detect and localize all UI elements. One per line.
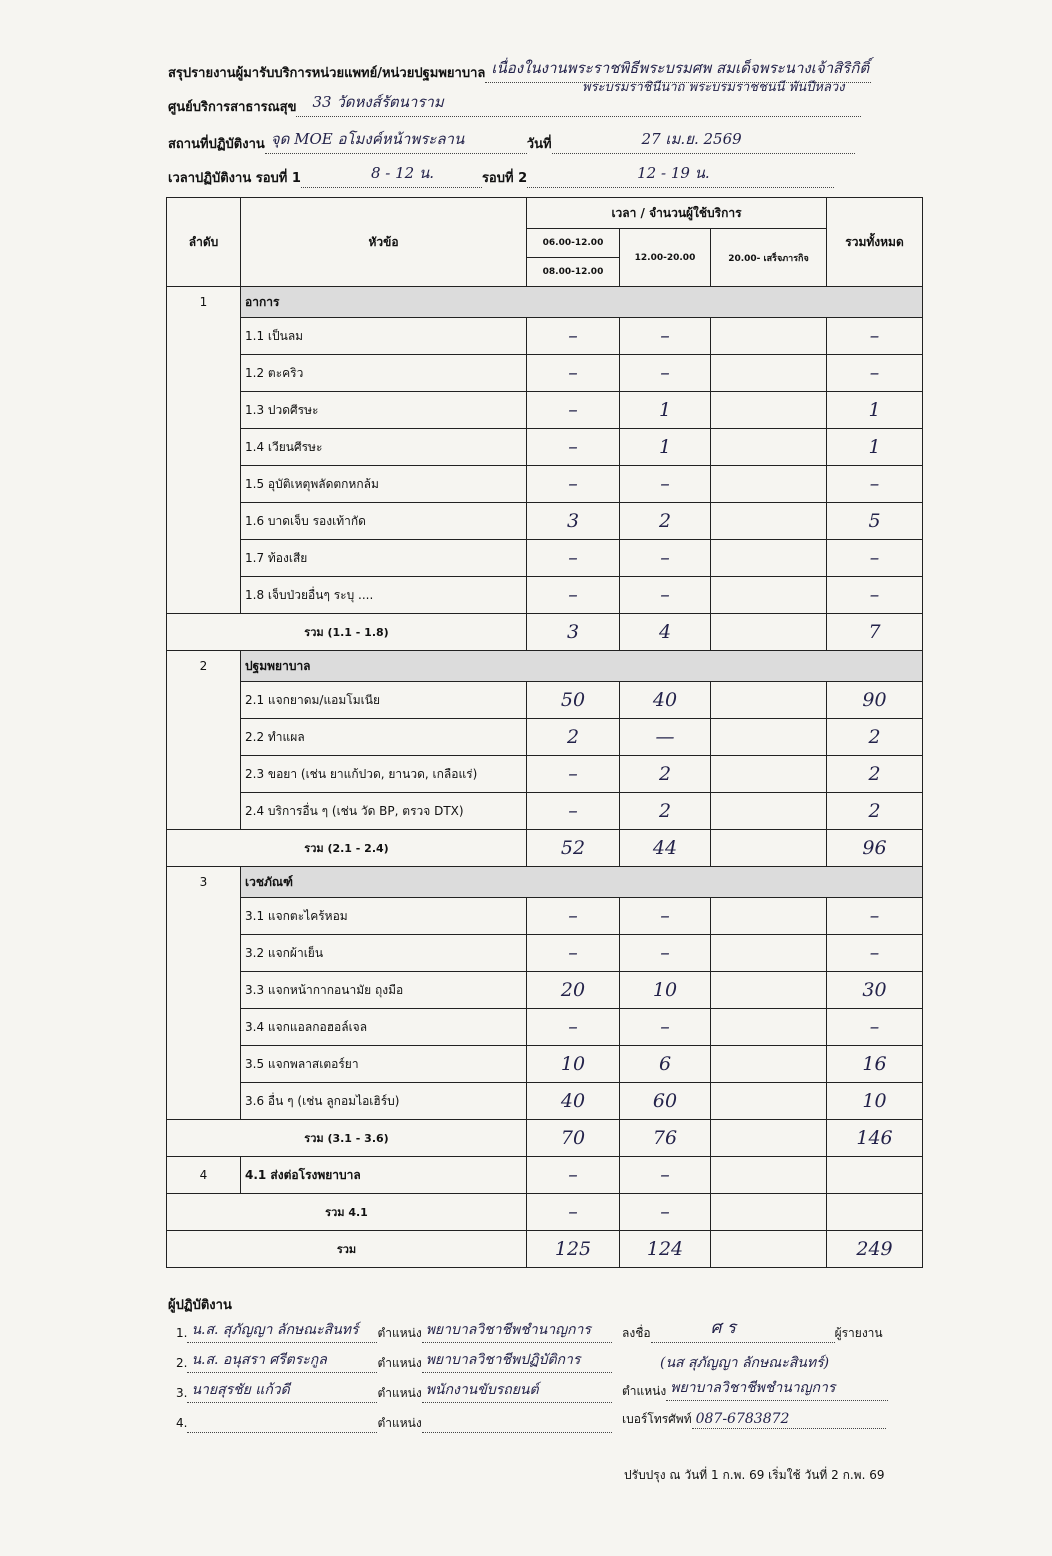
section-title: อาการ <box>241 287 923 318</box>
staff-line <box>176 1384 612 1403</box>
row-value-t3 <box>711 972 827 1009</box>
row-label: 1.8 เจ็บป่วยอื่นๆ ระบุ .... <box>241 577 527 614</box>
staff-number: 4. <box>176 1416 188 1430</box>
round2-label: รอบที่ 2 <box>481 171 528 186</box>
row-value-t3 <box>711 682 827 719</box>
grand-value-t3 <box>711 1231 827 1268</box>
sum-value-total: 96 <box>827 830 923 867</box>
staff-position: พยาบาลวิชาชีพปฏิบัติการ <box>425 1352 581 1368</box>
center-field <box>296 93 861 117</box>
row-value-t1: 3 <box>527 503 620 540</box>
section-row <box>167 287 923 318</box>
center-line <box>168 93 861 117</box>
row-value-t3 <box>711 1009 827 1046</box>
round2-value: 12 - 19 น. <box>637 164 710 182</box>
row-value-total: 2 <box>827 793 923 830</box>
col-t1a-header: 06.00-12.00 <box>527 229 620 258</box>
row-value-t3 <box>711 466 827 503</box>
table-row <box>167 466 923 503</box>
row-value-t3 <box>711 719 827 756</box>
row-value-total: 1 <box>827 429 923 466</box>
round-line <box>168 164 834 188</box>
table-row <box>167 935 923 972</box>
row-value-t1: – <box>527 577 620 614</box>
row-value-t1: 2 <box>527 719 620 756</box>
row-label: 1.7 ท้องเสีย <box>241 540 527 577</box>
row-value-t2: 6 <box>620 1046 711 1083</box>
sign-label: ลงชื่อ <box>622 1326 651 1340</box>
col-time-group-header: เวลา / จำนวนผู้ใช้บริการ <box>527 198 827 229</box>
row-value-total: – <box>827 1009 923 1046</box>
row-value-t3 <box>711 898 827 935</box>
table-row <box>167 756 923 793</box>
row-value-t3 <box>711 540 827 577</box>
phone-label: เบอร์โทรศัพท์ <box>622 1412 692 1426</box>
row-value-t3 <box>711 1046 827 1083</box>
center-label: ศูนย์บริการสาธารณสุข <box>168 100 297 115</box>
row-value-t1: 40 <box>527 1083 620 1120</box>
row-value-t1: – <box>527 935 620 972</box>
row-value-total: 1 <box>827 392 923 429</box>
table-row <box>167 972 923 1009</box>
row-label: 3.6 อื่น ๆ (เช่น ลูกอมไอเฮิร์บ) <box>241 1083 527 1120</box>
location-label: สถานที่ปฏิบัติงาน <box>168 137 265 152</box>
row-label: 3.3 แจกหน้ากากอนามัย ถุงมือ <box>241 972 527 1009</box>
row-value-t2: 60 <box>620 1083 711 1120</box>
row-value-t2: — <box>620 719 711 756</box>
table-row <box>167 682 923 719</box>
section-row <box>167 651 923 682</box>
row-value-total: 10 <box>827 1083 923 1120</box>
row-value-t2: 10 <box>620 972 711 1009</box>
row-value-t2: 2 <box>620 503 711 540</box>
row-value-total: 90 <box>827 682 923 719</box>
staff-name: นายสุรชัย แก้วดี <box>191 1382 290 1398</box>
phone-field <box>692 1413 886 1429</box>
col-topic-header: หัวข้อ <box>241 198 527 287</box>
staff-label: ผู้ปฏิบัติงาน <box>168 1298 232 1313</box>
staff-line <box>176 1354 612 1373</box>
col-order-header: ลำดับ <box>167 198 241 287</box>
row-value-t1: – <box>527 392 620 429</box>
staff-name: น.ส. อนุสรา ศรีตระกูล <box>191 1352 327 1368</box>
row-value-t2: – <box>620 355 711 392</box>
row-value-t2: 40 <box>620 682 711 719</box>
row-value-total: – <box>827 318 923 355</box>
row-value-t1: – <box>527 898 620 935</box>
row-value-t3 <box>711 429 827 466</box>
staff-name: น.ส. สุภัญญา ลักษณะสินทร์ <box>191 1322 359 1338</box>
row-value-total: 5 <box>827 503 923 540</box>
row-value-total: 30 <box>827 972 923 1009</box>
title-value-2: พระบรมราชินีนาถ พระบรมราชชนนี พันปีหลวง <box>582 80 845 95</box>
grand-value-total: 249 <box>827 1231 923 1268</box>
row-value-t3 <box>711 577 827 614</box>
row-value-t3 <box>711 503 827 540</box>
reporter-position: พยาบาลวิชาชีพชำนาญการ <box>670 1380 836 1396</box>
table-row <box>167 540 923 577</box>
row-value-t1: – <box>527 793 620 830</box>
row-value-t1: – <box>527 756 620 793</box>
row-label: 2.2 ทำแผล <box>241 719 527 756</box>
row-value-t1: 50 <box>527 682 620 719</box>
row-value-t1: – <box>527 466 620 503</box>
row-value-total: – <box>827 898 923 935</box>
staff-position-label: ตำแหน่ง <box>377 1326 422 1340</box>
staff-position-field <box>422 1417 612 1433</box>
row-value-t3 <box>711 1157 827 1194</box>
row-label: 1.6 บาดเจ็บ รองเท้ากัด <box>241 503 527 540</box>
grand-total-row <box>167 1231 923 1268</box>
table-row <box>167 793 923 830</box>
row-value-t2: – <box>620 898 711 935</box>
center-value: 33 วัดหงส์รัตนาราม <box>312 93 444 111</box>
staff-line <box>176 1414 612 1433</box>
staff-position-label: ตำแหน่ง <box>377 1356 422 1370</box>
row-value-t2: – <box>620 466 711 503</box>
col-total-header: รวมทั้งหมด <box>827 198 923 287</box>
round2-field <box>527 164 834 188</box>
table-row <box>167 1009 923 1046</box>
row-value-t3 <box>711 935 827 972</box>
table-row <box>167 1157 923 1194</box>
sum-label: รวม 4.1 <box>167 1194 527 1231</box>
row-value-total: – <box>827 577 923 614</box>
row-value-t1: 10 <box>527 1046 620 1083</box>
staff-name-field <box>187 1322 377 1343</box>
row-value-total: 16 <box>827 1046 923 1083</box>
row-value-t1: – <box>527 318 620 355</box>
date-value: 27 เม.ย. 2569 <box>641 130 742 148</box>
table-row <box>167 318 923 355</box>
row-value-t2: – <box>620 318 711 355</box>
sum-value-t2: – <box>620 1194 711 1231</box>
round1-label: เวลาปฏิบัติงาน รอบที่ 1 <box>168 171 301 186</box>
row-value-total: – <box>827 540 923 577</box>
staff-position-field <box>422 1352 612 1373</box>
row-value-total <box>827 1157 923 1194</box>
sum-value-t2: 76 <box>620 1120 711 1157</box>
staff-name-field <box>187 1352 377 1373</box>
sum-row <box>167 1194 923 1231</box>
row-label: 3.2 แจกผ้าเย็น <box>241 935 527 972</box>
staff-position-label: ตำแหน่ง <box>377 1416 422 1430</box>
location-line <box>168 130 855 154</box>
row-value-t2: 1 <box>620 429 711 466</box>
row-value-total: 2 <box>827 756 923 793</box>
staff-number: 1. <box>176 1326 188 1340</box>
reporter-position-line <box>622 1382 888 1401</box>
round1-field <box>301 164 482 188</box>
table-row <box>167 1083 923 1120</box>
staff-line <box>176 1324 612 1343</box>
grand-value-t2: 124 <box>620 1231 711 1268</box>
row-value-t3 <box>711 392 827 429</box>
section-number: 3 <box>167 867 241 1120</box>
table-row <box>167 577 923 614</box>
table-row <box>167 355 923 392</box>
row-value-t2: 2 <box>620 793 711 830</box>
date-label: วันที่ <box>526 137 552 152</box>
reporter-label: ผู้รายงาน <box>834 1326 883 1340</box>
row-label: 1.2 ตะคริว <box>241 355 527 392</box>
title-label: สรุปรายงานผู้มารับบริการหน่วยแพทย์/หน่วยปฐมพยาบาล <box>168 66 486 81</box>
service-table <box>166 197 923 1268</box>
row-value-total: – <box>827 935 923 972</box>
row-label: 2.3 ขอยา (เช่น ยาแก้ปวด, ยานวด, เกลือแร่) <box>241 756 527 793</box>
row-label: 3.5 แจกพลาสเตอร์ยา <box>241 1046 527 1083</box>
row-label: 2.1 แจกยาดม/แอมโมเนีย <box>241 682 527 719</box>
row-value-t2: – <box>620 577 711 614</box>
signature: ศ ร <box>710 1318 736 1338</box>
sum-value-t2: 44 <box>620 830 711 867</box>
row-value-t3 <box>711 756 827 793</box>
grand-total-label: รวม <box>167 1231 527 1268</box>
staff-position: พยาบาลวิชาชีพชำนาญการ <box>425 1322 591 1338</box>
sum-row <box>167 830 923 867</box>
staff-number: 2. <box>176 1356 188 1370</box>
sum-value-t3 <box>711 830 827 867</box>
col-t3-header: 20.00- เสร็จภารกิจ <box>711 229 827 287</box>
staff-position: พนักงานขับรถยนต์ <box>425 1382 539 1398</box>
row-label: 2.4 บริการอื่น ๆ (เช่น วัด BP, ตรวจ DTX) <box>241 793 527 830</box>
sum-value-t1: 52 <box>527 830 620 867</box>
row-value-t2: 1 <box>620 392 711 429</box>
section-number: 1 <box>167 287 241 614</box>
reporter-name: (นส สุภัญญา ลักษณะสินทร์) <box>660 1355 830 1371</box>
row-label: 1.5 อุบัติเหตุพลัดตกหกล้ม <box>241 466 527 503</box>
row-value-t1: – <box>527 429 620 466</box>
sign-line <box>622 1318 883 1343</box>
row-value-t3 <box>711 793 827 830</box>
row-value-t2: – <box>620 1157 711 1194</box>
sum-label: รวม (2.1 - 2.4) <box>167 830 527 867</box>
staff-position-label: ตำแหน่ง <box>377 1386 422 1400</box>
row-value-t2: – <box>620 1009 711 1046</box>
row-value-total: – <box>827 355 923 392</box>
col-t1b-header: 08.00-12.00 <box>527 258 620 287</box>
row-value-t2: – <box>620 540 711 577</box>
location-value: จุด MOE อโมงค์หน้าพระลาน <box>270 130 465 148</box>
row-value-total: 2 <box>827 719 923 756</box>
table-row <box>167 719 923 756</box>
staff-position-field <box>422 1382 612 1403</box>
location-field <box>265 130 527 154</box>
section-number: 2 <box>167 651 241 830</box>
row-value-t1: – <box>527 1157 620 1194</box>
section-title: เวชภัณฑ์ <box>241 867 923 898</box>
phone-line <box>622 1410 886 1429</box>
sign-field <box>651 1318 835 1343</box>
sum-value-t1: 3 <box>527 614 620 651</box>
row-value-t1: – <box>527 1009 620 1046</box>
table-row <box>167 429 923 466</box>
table-row <box>167 392 923 429</box>
date-field <box>552 130 855 154</box>
row-label: 3.4 แจกแอลกอฮอล์เจล <box>241 1009 527 1046</box>
row-value-total: – <box>827 466 923 503</box>
row-label: 1.4 เวียนศีรษะ <box>241 429 527 466</box>
table-row <box>167 1046 923 1083</box>
sum-value-t2: 4 <box>620 614 711 651</box>
sum-value-t1: – <box>527 1194 620 1231</box>
row-label: 1.1 เป็นลม <box>241 318 527 355</box>
row-value-t2: 2 <box>620 756 711 793</box>
section-row <box>167 867 923 898</box>
row-value-t1: – <box>527 355 620 392</box>
section-title: ปฐมพยาบาล <box>241 651 923 682</box>
staff-position-field <box>422 1322 612 1343</box>
section-number: 4 <box>167 1157 241 1194</box>
row-label: 3.1 แจกตะไคร้หอม <box>241 898 527 935</box>
col-t2-header: 12.00-20.00 <box>620 229 711 287</box>
reporter-position-label: ตำแหน่ง <box>622 1384 667 1398</box>
sum-label: รวม (3.1 - 3.6) <box>167 1120 527 1157</box>
sum-value-t3 <box>711 1194 827 1231</box>
sum-row <box>167 1120 923 1157</box>
row-value-t1: – <box>527 540 620 577</box>
reporter-position-field <box>666 1380 888 1401</box>
staff-number: 3. <box>176 1386 188 1400</box>
sum-value-total: 7 <box>827 614 923 651</box>
staff-name-field <box>187 1417 377 1433</box>
row-value-t3 <box>711 318 827 355</box>
table-row <box>167 898 923 935</box>
sum-value-t1: 70 <box>527 1120 620 1157</box>
table-row <box>167 503 923 540</box>
row-value-t3 <box>711 355 827 392</box>
sum-row <box>167 614 923 651</box>
sum-value-total: 146 <box>827 1120 923 1157</box>
staff-name-field <box>187 1382 377 1403</box>
row-value-t3 <box>711 1083 827 1120</box>
round1-value: 8 - 12 น. <box>370 164 434 182</box>
phone-value: 087-6783872 <box>695 1411 790 1427</box>
row-label: 1.3 ปวดศีรษะ <box>241 392 527 429</box>
row-value-t1: 20 <box>527 972 620 1009</box>
revision-note: ปรับปรุง ณ วันที่ 1 ก.พ. 69 เริ่มใช้ วันที่ 2 ก.พ. 69 <box>624 1468 885 1482</box>
grand-value-t1: 125 <box>527 1231 620 1268</box>
sum-value-t3 <box>711 1120 827 1157</box>
row-value-t2: – <box>620 935 711 972</box>
sum-value-total <box>827 1194 923 1231</box>
title-value: เนื่องในงานพระราชพิธีพระบรมศพ สมเด็จพระนางเจ้าสิริกิติ์ <box>491 59 870 77</box>
sum-value-t3 <box>711 614 827 651</box>
sum-label: รวม (1.1 - 1.8) <box>167 614 527 651</box>
row-label: 4.1 ส่งต่อโรงพยาบาล <box>241 1157 527 1194</box>
